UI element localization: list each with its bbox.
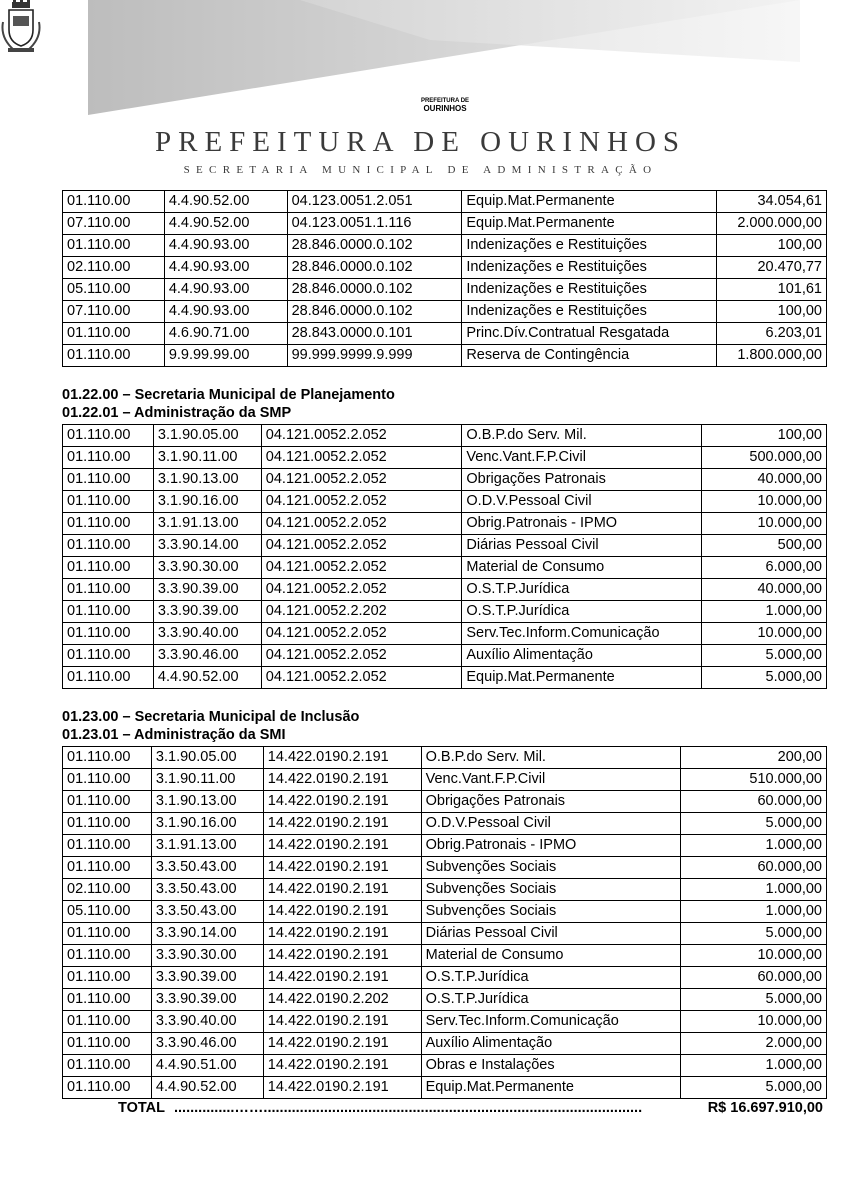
fonte-cell: 01.110.00 (63, 535, 154, 557)
fonte-cell: 01.110.00 (63, 813, 152, 835)
valor-cell: 10.000,00 (702, 491, 827, 513)
valor-cell: 60.000,00 (681, 967, 827, 989)
descricao-cell: O.B.P.do Serv. Mil. (462, 425, 702, 447)
funcional-cell: 14.422.0190.2.202 (263, 989, 421, 1011)
natureza-cell: 3.3.50.43.00 (151, 857, 263, 879)
fonte-cell: 01.110.00 (63, 601, 154, 623)
natureza-cell: 3.3.90.39.00 (151, 967, 263, 989)
funcional-cell: 04.121.0052.2.052 (261, 645, 462, 667)
descricao-cell: Obrig.Patronais - IPMO (462, 513, 702, 535)
table-row (63, 989, 827, 1011)
natureza-cell: 3.3.90.30.00 (151, 945, 263, 967)
table-row (63, 213, 827, 235)
funcional-cell: 04.121.0052.2.052 (261, 469, 462, 491)
table-row (63, 645, 827, 667)
table-row (63, 579, 827, 601)
table-row (63, 257, 827, 279)
fonte-cell: 01.110.00 (63, 447, 154, 469)
descricao-cell: Obras e Instalações (421, 1055, 681, 1077)
page-title: PREFEITURA DE OURINHOS (154, 126, 687, 158)
table-row (63, 535, 827, 557)
natureza-cell: 3.1.90.13.00 (153, 469, 261, 491)
letterhead (0, 0, 841, 185)
descricao-cell: Equip.Mat.Permanente (421, 1077, 681, 1099)
section-heading-inclusao: 01.23.00 – Secretaria Municipal de Inclusão (62, 709, 360, 725)
fonte-cell: 01.110.00 (63, 967, 152, 989)
section-subheading-smp: 01.22.01 – Administração da SMP (62, 405, 292, 421)
funcional-cell: 14.422.0190.2.191 (263, 1077, 421, 1099)
descricao-cell: Equip.Mat.Permanente (462, 191, 717, 213)
table-row (63, 491, 827, 513)
valor-cell: 2.000,00 (681, 1033, 827, 1055)
valor-cell: 40.000,00 (702, 469, 827, 491)
table-row (63, 667, 827, 689)
natureza-cell: 4.4.90.52.00 (151, 1077, 263, 1099)
table-row (63, 813, 827, 835)
descricao-cell: O.S.T.P.Jurídica (421, 967, 681, 989)
natureza-cell: 3.1.90.13.00 (151, 791, 263, 813)
valor-cell: 101,61 (717, 279, 827, 301)
valor-cell: 34.054,61 (717, 191, 827, 213)
descricao-cell: O.D.V.Pessoal Civil (421, 813, 681, 835)
budget-table-smp (62, 424, 827, 689)
descricao-cell: Reserva de Contingência (462, 345, 717, 367)
fonte-cell: 01.110.00 (63, 747, 152, 769)
table-row (63, 967, 827, 989)
valor-cell: 100,00 (702, 425, 827, 447)
valor-cell: 10.000,00 (681, 945, 827, 967)
fonte-cell: 01.110.00 (63, 645, 154, 667)
valor-cell: 6.000,00 (702, 557, 827, 579)
section-heading-planejamento: 01.22.00 – Secretaria Municipal de Planejamento (62, 387, 395, 403)
valor-cell: 1.000,00 (681, 901, 827, 923)
valor-cell: 500.000,00 (702, 447, 827, 469)
descricao-cell: Serv.Tec.Inform.Comunicação (462, 623, 702, 645)
fonte-cell: 05.110.00 (63, 901, 152, 923)
valor-cell: 200,00 (681, 747, 827, 769)
descricao-cell: Indenizações e Restituições (462, 235, 717, 257)
total-leader-dots: ...............…….............................................................................................. (174, 1100, 643, 1116)
table-row (63, 769, 827, 791)
funcional-cell: 28.846.0000.0.102 (287, 301, 462, 323)
page-subtitle: SECRETARIA MUNICIPAL DE ADMINISTRAÇÃO (183, 164, 658, 176)
crest-line-1: PREFEITURA DE (420, 98, 470, 104)
funcional-cell: 14.422.0190.2.191 (263, 879, 421, 901)
fonte-cell: 01.110.00 (63, 513, 154, 535)
valor-cell: 1.000,00 (702, 601, 827, 623)
fonte-cell: 01.110.00 (63, 491, 154, 513)
funcional-cell: 04.121.0052.2.052 (261, 513, 462, 535)
section-subheading-smi: 01.23.01 – Administração da SMI (62, 727, 286, 743)
fonte-cell: 01.110.00 (63, 945, 152, 967)
table-row (63, 1077, 827, 1099)
descricao-cell: Serv.Tec.Inform.Comunicação (421, 1011, 681, 1033)
table-row (63, 323, 827, 345)
funcional-cell: 04.121.0052.2.052 (261, 425, 462, 447)
natureza-cell: 4.4.90.93.00 (164, 301, 287, 323)
natureza-cell: 9.9.99.99.00 (164, 345, 287, 367)
descricao-cell: O.S.T.P.Jurídica (462, 579, 702, 601)
descricao-cell: Venc.Vant.F.P.Civil (462, 447, 702, 469)
table-row (63, 901, 827, 923)
fonte-cell: 01.110.00 (63, 857, 152, 879)
descricao-cell: O.S.T.P.Jurídica (421, 989, 681, 1011)
natureza-cell: 3.1.90.16.00 (153, 491, 261, 513)
fonte-cell: 01.110.00 (63, 623, 154, 645)
descricao-cell: Diárias Pessoal Civil (462, 535, 702, 557)
descricao-cell: Princ.Dív.Contratual Resgatada (462, 323, 717, 345)
table-row (63, 857, 827, 879)
funcional-cell: 14.422.0190.2.191 (263, 923, 421, 945)
funcional-cell: 14.422.0190.2.191 (263, 945, 421, 967)
fonte-cell: 01.110.00 (63, 345, 165, 367)
descricao-cell: Auxílio Alimentação (421, 1033, 681, 1055)
natureza-cell: 3.1.90.05.00 (151, 747, 263, 769)
descricao-cell: O.S.T.P.Jurídica (462, 601, 702, 623)
fonte-cell: 01.110.00 (63, 835, 152, 857)
table-row (63, 447, 827, 469)
valor-cell: 5.000,00 (702, 667, 827, 689)
funcional-cell: 28.843.0000.0.101 (287, 323, 462, 345)
natureza-cell: 4.4.90.93.00 (164, 257, 287, 279)
fonte-cell: 01.110.00 (63, 235, 165, 257)
fonte-cell: 01.110.00 (63, 1033, 152, 1055)
valor-cell: 1.000,00 (681, 879, 827, 901)
descricao-cell: Indenizações e Restituições (462, 257, 717, 279)
table-row (63, 791, 827, 813)
funcional-cell: 14.422.0190.2.191 (263, 967, 421, 989)
table-row (63, 557, 827, 579)
descricao-cell: Indenizações e Restituições (462, 301, 717, 323)
fonte-cell: 01.110.00 (63, 191, 165, 213)
natureza-cell: 3.3.90.39.00 (151, 989, 263, 1011)
funcional-cell: 04.123.0051.1.116 (287, 213, 462, 235)
descricao-cell: Subvenções Sociais (421, 879, 681, 901)
funcional-cell: 04.121.0052.2.202 (261, 601, 462, 623)
crest-line-2: OURINHOS (423, 104, 467, 113)
total-label: TOTAL (118, 1100, 165, 1116)
fonte-cell: 01.110.00 (63, 1077, 152, 1099)
fonte-cell: 01.110.00 (63, 989, 152, 1011)
natureza-cell: 3.3.90.39.00 (153, 579, 261, 601)
funcional-cell: 04.121.0052.2.052 (261, 557, 462, 579)
fonte-cell: 01.110.00 (63, 579, 154, 601)
funcional-cell: 14.422.0190.2.191 (263, 857, 421, 879)
valor-cell: 510.000,00 (681, 769, 827, 791)
table-row (63, 469, 827, 491)
natureza-cell: 3.3.50.43.00 (151, 879, 263, 901)
fonte-cell: 01.110.00 (63, 557, 154, 579)
funcional-cell: 14.422.0190.2.191 (263, 791, 421, 813)
valor-cell: 1.800.000,00 (717, 345, 827, 367)
table-row (63, 879, 827, 901)
table-row (63, 1055, 827, 1077)
table-row (63, 345, 827, 367)
natureza-cell: 3.1.91.13.00 (151, 835, 263, 857)
fonte-cell: 01.110.00 (63, 667, 154, 689)
natureza-cell: 3.3.90.40.00 (151, 1011, 263, 1033)
budget-table-smi (62, 746, 827, 1099)
natureza-cell: 3.1.90.05.00 (153, 425, 261, 447)
valor-cell: 500,00 (702, 535, 827, 557)
table-row (63, 747, 827, 769)
descricao-cell: O.D.V.Pessoal Civil (462, 491, 702, 513)
descricao-cell: Venc.Vant.F.P.Civil (421, 769, 681, 791)
valor-cell: 10.000,00 (681, 1011, 827, 1033)
fonte-cell: 01.110.00 (63, 323, 165, 345)
fonte-cell: 02.110.00 (63, 257, 165, 279)
funcional-cell: 28.846.0000.0.102 (287, 257, 462, 279)
funcional-cell: 14.422.0190.2.191 (263, 835, 421, 857)
funcional-cell: 14.422.0190.2.191 (263, 769, 421, 791)
valor-cell: 5.000,00 (681, 813, 827, 835)
table-row (63, 923, 827, 945)
fonte-cell: 05.110.00 (63, 279, 165, 301)
natureza-cell: 3.3.90.14.00 (151, 923, 263, 945)
fonte-cell: 01.110.00 (63, 1055, 152, 1077)
table-row (63, 1033, 827, 1055)
descricao-cell: Indenizações e Restituições (462, 279, 717, 301)
natureza-cell: 4.6.90.71.00 (164, 323, 287, 345)
descricao-cell: Obrigações Patronais (462, 469, 702, 491)
natureza-cell: 4.4.90.52.00 (153, 667, 261, 689)
funcional-cell: 04.121.0052.2.052 (261, 491, 462, 513)
valor-cell: 5.000,00 (681, 1077, 827, 1099)
valor-cell: 40.000,00 (702, 579, 827, 601)
funcional-cell: 04.121.0052.2.052 (261, 667, 462, 689)
natureza-cell: 3.1.91.13.00 (153, 513, 261, 535)
descricao-cell: Auxílio Alimentação (462, 645, 702, 667)
table-row (63, 1011, 827, 1033)
funcional-cell: 14.422.0190.2.191 (263, 813, 421, 835)
natureza-cell: 3.3.90.14.00 (153, 535, 261, 557)
fonte-cell: 07.110.00 (63, 301, 165, 323)
funcional-cell: 04.121.0052.2.052 (261, 579, 462, 601)
natureza-cell: 4.4.90.93.00 (164, 279, 287, 301)
table-row (63, 235, 827, 257)
natureza-cell: 4.4.90.52.00 (164, 191, 287, 213)
funcional-cell: 14.422.0190.2.191 (263, 1011, 421, 1033)
city-crest-icon (0, 0, 42, 70)
valor-cell: 6.203,01 (717, 323, 827, 345)
funcional-cell: 14.422.0190.2.191 (263, 747, 421, 769)
funcional-cell: 99.999.9999.9.999 (287, 345, 462, 367)
crest-caption (410, 98, 480, 112)
budget-table-1 (62, 190, 827, 367)
table-row (63, 601, 827, 623)
fonte-cell: 01.110.00 (63, 425, 154, 447)
valor-cell: 20.470,77 (717, 257, 827, 279)
natureza-cell: 3.3.90.30.00 (153, 557, 261, 579)
funcional-cell: 14.422.0190.2.191 (263, 901, 421, 923)
descricao-cell: Subvenções Sociais (421, 901, 681, 923)
natureza-cell: 3.3.50.43.00 (151, 901, 263, 923)
descricao-cell: O.B.P.do Serv. Mil. (421, 747, 681, 769)
fonte-cell: 01.110.00 (63, 769, 152, 791)
funcional-cell: 04.121.0052.2.052 (261, 623, 462, 645)
descricao-cell: Equip.Mat.Permanente (462, 667, 702, 689)
natureza-cell: 3.3.90.40.00 (153, 623, 261, 645)
descricao-cell: Obrigações Patronais (421, 791, 681, 813)
valor-cell: 100,00 (717, 301, 827, 323)
valor-cell: 5.000,00 (681, 923, 827, 945)
table-row (63, 835, 827, 857)
table-row (63, 623, 827, 645)
funcional-cell: 14.422.0190.2.191 (263, 1033, 421, 1055)
funcional-cell: 04.121.0052.2.052 (261, 535, 462, 557)
descricao-cell: Material de Consumo (462, 557, 702, 579)
valor-cell: 10.000,00 (702, 513, 827, 535)
table-row (63, 279, 827, 301)
valor-cell: 100,00 (717, 235, 827, 257)
table-row (63, 301, 827, 323)
total-value: R$ 16.697.910,00 (707, 1100, 823, 1116)
descricao-cell: Equip.Mat.Permanente (462, 213, 717, 235)
natureza-cell: 3.3.90.46.00 (153, 645, 261, 667)
fonte-cell: 07.110.00 (63, 213, 165, 235)
descricao-cell: Diárias Pessoal Civil (421, 923, 681, 945)
funcional-cell: 14.422.0190.2.191 (263, 1055, 421, 1077)
funcional-cell: 04.123.0051.2.051 (287, 191, 462, 213)
natureza-cell: 3.1.90.11.00 (151, 769, 263, 791)
valor-cell: 60.000,00 (681, 791, 827, 813)
natureza-cell: 4.4.90.51.00 (151, 1055, 263, 1077)
fonte-cell: 01.110.00 (63, 923, 152, 945)
natureza-cell: 4.4.90.52.00 (164, 213, 287, 235)
valor-cell: 1.000,00 (681, 835, 827, 857)
funcional-cell: 28.846.0000.0.102 (287, 235, 462, 257)
fonte-cell: 01.110.00 (63, 469, 154, 491)
natureza-cell: 4.4.90.93.00 (164, 235, 287, 257)
valor-cell: 2.000.000,00 (717, 213, 827, 235)
funcional-cell: 28.846.0000.0.102 (287, 279, 462, 301)
table-row (63, 191, 827, 213)
table-row (63, 513, 827, 535)
total-line (62, 1098, 827, 1118)
descricao-cell: Subvenções Sociais (421, 857, 681, 879)
funcional-cell: 04.121.0052.2.052 (261, 447, 462, 469)
descricao-cell: Material de Consumo (421, 945, 681, 967)
valor-cell: 60.000,00 (681, 857, 827, 879)
valor-cell: 1.000,00 (681, 1055, 827, 1077)
fonte-cell: 01.110.00 (63, 1011, 152, 1033)
natureza-cell: 3.3.90.46.00 (151, 1033, 263, 1055)
natureza-cell: 3.1.90.11.00 (153, 447, 261, 469)
table-row (63, 425, 827, 447)
valor-cell: 10.000,00 (702, 623, 827, 645)
natureza-cell: 3.1.90.16.00 (151, 813, 263, 835)
fonte-cell: 01.110.00 (63, 791, 152, 813)
valor-cell: 5.000,00 (681, 989, 827, 1011)
descricao-cell: Obrig.Patronais - IPMO (421, 835, 681, 857)
fonte-cell: 02.110.00 (63, 879, 152, 901)
table-row (63, 945, 827, 967)
natureza-cell: 3.3.90.39.00 (153, 601, 261, 623)
valor-cell: 5.000,00 (702, 645, 827, 667)
